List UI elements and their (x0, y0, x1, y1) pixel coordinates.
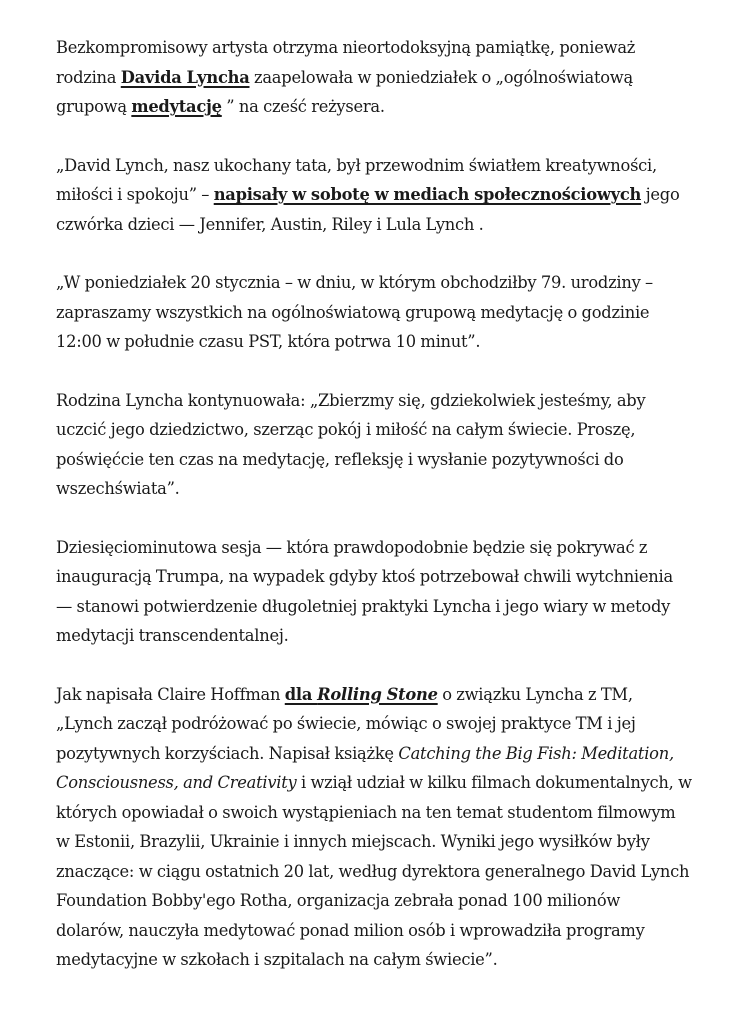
paragraph-6-text-b: o związku Lyncha z TM, „Lynch zaczął podróżować po świecie, mówiąc o swojej praktyce TM i jej pozytywnych korzyściach. Napisał książkę (56, 684, 636, 763)
article-body (56, 33, 692, 1004)
link-rolling-stone[interactable] (285, 685, 438, 704)
paragraph-6-text-c: i wziął udział w kilku filmach dokumentalnych, w których opowiadał o swoich wystąpieniach na ten temat studentom filmowym w Estonii, Brazylii, Ukrainie i innych miejscach. Wyniki jego wysiłków były znaczące: w ciągu ostatnich 20 lat, według dyrektora generalnego David Lynch Foundation Bobby'ego Rotha, organizacja zebrała ponad 100 milionów dolarów, nauczyła medytować ponad milion osób i wprowadziła programy medytacyjne w szkołach i szpitalach na całym świecie”. (56, 773, 692, 969)
paragraph-2-text-a: „David Lynch, nasz ukochany tata, był przewodnim światłem kreatywności, miłości i spokoju” – (56, 155, 657, 204)
paragraph-6-text-a: Jak napisała Claire Hoffman (56, 684, 285, 704)
link-social-media-post[interactable]: napisały w sobotę w mediach społecznościowych (213, 185, 642, 204)
paragraph-2-text-b: jego czwórka dzieci — Jennifer, Austin, Riley i Lula Lynch . (56, 185, 680, 234)
photo-credit (0, 0, 732, 1)
paragraph-2 (56, 151, 692, 240)
link-rolling-stone-prefix: dla (284, 684, 318, 704)
paragraph-5: Dziesięciominutowa sesja — która prawdopodobnie będzie się pokrywać z inauguracją Trumpa, na wypadek gdyby ktoś potrzebował chwili wytchnienia — stanowi potwierdzenie długoletniej praktyki Lyncha i jego wiary w metody medytacji transcendentalnej. (56, 537, 673, 645)
paragraph-1-text-a: Bezkompromisowy artysta otrzyma nieortodoksyjną pamiątkę, ponieważ rodzina (56, 38, 636, 87)
paragraph-3: „W poniedziałek 20 stycznia – w dniu, w którym obchodziłby 79. urodziny – zapraszamy wszystkich na ogólnoświatową grupową medytację o godzinie 12:00 w południe czasu PST, która potrwa 10 minut”. (56, 273, 653, 351)
link-medytacje[interactable]: medytację (131, 97, 222, 116)
paragraph-4: Rodzina Lyncha kontynuowała: „Zbierzmy się, gdziekolwiek jesteśmy, aby uczcić jego dziedzictwo, szerząc pokój i miłość na całym świecie. Proszę, poświęćcie ten czas na medytację, refleksję i wysłanie pozytywności do wszechświata”. (56, 390, 646, 498)
paragraph-1-text-b: zaapelowała w poniedziałek o „ogólnoświatową grupową (56, 67, 633, 116)
paragraph-1 (56, 33, 692, 122)
paragraph-6 (56, 680, 692, 975)
paragraph-1-text-c: ” na cześć reżysera. (221, 97, 385, 116)
book-title: Catching the Big Fish: Meditation, Consciousness, and Creativity (56, 743, 674, 792)
link-david-lynch[interactable]: Davida Lyncha (120, 67, 250, 87)
link-rolling-stone-title: Rolling Stone (317, 684, 438, 704)
